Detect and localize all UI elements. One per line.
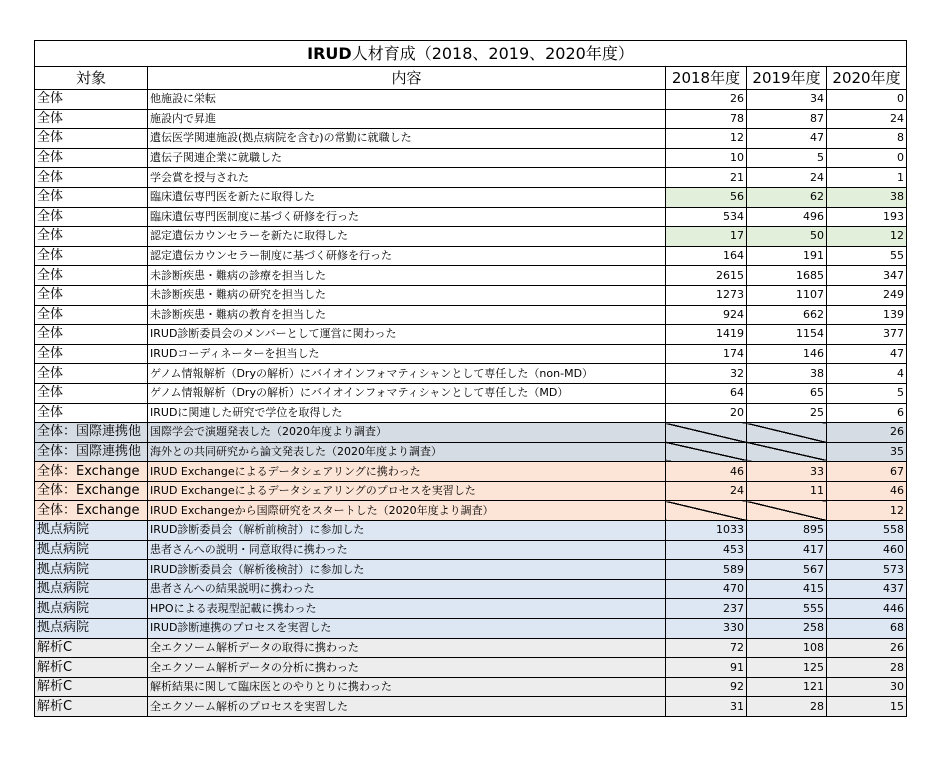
table-row	[35, 521, 907, 541]
row-value-2019: 47	[747, 129, 827, 149]
row-content: 学会賞を授与された	[148, 168, 666, 188]
row-value-2020: 193	[827, 207, 907, 227]
title-row	[35, 41, 907, 67]
training-table	[34, 40, 907, 717]
row-value-2019: 108	[747, 638, 827, 658]
table-row	[35, 638, 907, 658]
row-value-2019: 5	[747, 148, 827, 168]
row-value-2019: 258	[747, 619, 827, 639]
row-target: 拠点病院	[35, 619, 148, 639]
table-title	[35, 41, 907, 67]
row-content: 認定遺伝カウンセラー制度に基づく研修を行った	[148, 246, 666, 266]
row-value-2019: 38	[747, 364, 827, 384]
row-target: 拠点病院	[35, 540, 148, 560]
table-row	[35, 423, 907, 443]
row-target: 全体	[35, 246, 148, 266]
row-content: IRUD Exchangeによるデータシェアリングに携わった	[148, 462, 666, 482]
row-value-2020: 26	[827, 638, 907, 658]
row-value-2020: 1	[827, 168, 907, 188]
row-target: 全体	[35, 129, 148, 149]
table-row	[35, 540, 907, 560]
table-row	[35, 697, 907, 717]
row-value-2019: 121	[747, 677, 827, 697]
row-value-2019	[747, 501, 827, 521]
row-value-2020: 139	[827, 305, 907, 325]
row-value-2019	[747, 442, 827, 462]
row-content: IRUD診断連携のプロセスを実習した	[148, 619, 666, 639]
row-value-2018: 1273	[666, 285, 747, 305]
header-content: 内容	[148, 67, 666, 90]
row-value-2018: 237	[666, 599, 747, 619]
row-value-2018: 21	[666, 168, 747, 188]
row-content: 未診断疾患・難病の診療を担当した	[148, 266, 666, 286]
table-row	[35, 148, 907, 168]
row-value-2019: 24	[747, 168, 827, 188]
row-target: 全体：Exchange	[35, 462, 148, 482]
table-row	[35, 246, 907, 266]
table-row	[35, 462, 907, 482]
table-row	[35, 383, 907, 403]
title-rest: 人材育成（2018、2019、2020年度）	[351, 43, 634, 63]
table-row	[35, 403, 907, 423]
row-value-2018: 924	[666, 305, 747, 325]
row-content: IRUDに関連した研究で学位を取得した	[148, 403, 666, 423]
row-content: 海外との共同研究から論文発表した（2020年度より調査）	[148, 442, 666, 462]
row-value-2019: 146	[747, 344, 827, 364]
row-target: 全体	[35, 285, 148, 305]
row-target: 全体	[35, 266, 148, 286]
row-content: 遺伝子関連企業に就職した	[148, 148, 666, 168]
row-content: IRUD Exchangeによるデータシェアリングのプロセスを実習した	[148, 481, 666, 501]
row-value-2018: 10	[666, 148, 747, 168]
header-2019: 2019年度	[747, 67, 827, 90]
row-value-2020: 67	[827, 462, 907, 482]
table-row	[35, 677, 907, 697]
row-value-2020: 437	[827, 579, 907, 599]
row-content: IRUDコーディネーターを担当した	[148, 344, 666, 364]
row-content: 施設内で昇進	[148, 109, 666, 129]
row-value-2018: 1033	[666, 521, 747, 541]
row-value-2020: 446	[827, 599, 907, 619]
row-content: 認定遺伝カウンセラーを新たに取得した	[148, 227, 666, 247]
row-value-2018: 2615	[666, 266, 747, 286]
row-value-2020: 35	[827, 442, 907, 462]
row-content: ゲノム情報解析（Dryの解析）にバイオインフォマティシャンとして専任した（MD）	[148, 383, 666, 403]
row-value-2020: 8	[827, 129, 907, 149]
header-2020: 2020年度	[827, 67, 907, 90]
row-value-2018	[666, 501, 747, 521]
row-target: 全体	[35, 148, 148, 168]
row-value-2018: 31	[666, 697, 747, 717]
table-row	[35, 579, 907, 599]
row-value-2018: 92	[666, 677, 747, 697]
row-value-2018: 12	[666, 129, 747, 149]
row-value-2019: 1685	[747, 266, 827, 286]
row-value-2018: 470	[666, 579, 747, 599]
table-row	[35, 481, 907, 501]
row-value-2020: 4	[827, 364, 907, 384]
row-content: 全エクソーム解析データの取得に携わった	[148, 638, 666, 658]
row-value-2020: 573	[827, 560, 907, 580]
row-value-2019: 125	[747, 658, 827, 678]
row-value-2018	[666, 442, 747, 462]
row-target: 拠点病院	[35, 521, 148, 541]
row-content: ゲノム情報解析（Dryの解析）にバイオインフォマティシャンとして専任した（non-MD）	[148, 364, 666, 384]
table-row	[35, 325, 907, 345]
row-value-2020: 46	[827, 481, 907, 501]
row-target: 拠点病院	[35, 560, 148, 580]
row-target: 拠点病院	[35, 579, 148, 599]
row-value-2019: 28	[747, 697, 827, 717]
row-value-2020: 26	[827, 423, 907, 443]
row-content: 臨床遺伝専門医制度に基づく研修を行った	[148, 207, 666, 227]
table-row	[35, 442, 907, 462]
row-content: 未診断疾患・難病の教育を担当した	[148, 305, 666, 325]
row-value-2019: 1154	[747, 325, 827, 345]
row-content: 全エクソーム解析データの分析に携わった	[148, 658, 666, 678]
row-value-2018: 164	[666, 246, 747, 266]
row-target: 全体	[35, 109, 148, 129]
row-value-2019: 191	[747, 246, 827, 266]
row-target: 全体	[35, 403, 148, 423]
row-target: 全体	[35, 344, 148, 364]
row-value-2019: 62	[747, 187, 827, 207]
row-target: 解析C	[35, 658, 148, 678]
row-content: 全エクソーム解析のプロセスを実習した	[148, 697, 666, 717]
row-value-2020: 55	[827, 246, 907, 266]
row-target: 全体：国際連携他	[35, 423, 148, 443]
row-value-2020: 38	[827, 187, 907, 207]
row-value-2019: 50	[747, 227, 827, 247]
row-value-2020: 12	[827, 227, 907, 247]
row-value-2019: 895	[747, 521, 827, 541]
row-value-2019: 11	[747, 481, 827, 501]
row-content: IRUD診断委員会（解析前検討）に参加した	[148, 521, 666, 541]
row-content: 他施設に栄転	[148, 90, 666, 110]
row-value-2018	[666, 423, 747, 443]
row-value-2019: 33	[747, 462, 827, 482]
table-row	[35, 207, 907, 227]
row-value-2018: 56	[666, 187, 747, 207]
row-value-2019: 496	[747, 207, 827, 227]
row-value-2019: 417	[747, 540, 827, 560]
row-value-2019: 555	[747, 599, 827, 619]
row-value-2018: 91	[666, 658, 747, 678]
row-target: 全体	[35, 207, 148, 227]
table-row	[35, 305, 907, 325]
row-value-2019: 65	[747, 383, 827, 403]
row-value-2020: 0	[827, 148, 907, 168]
row-target: 全体：国際連携他	[35, 442, 148, 462]
table-row	[35, 344, 907, 364]
row-value-2020: 15	[827, 697, 907, 717]
row-value-2018: 330	[666, 619, 747, 639]
header-row	[35, 67, 907, 90]
row-value-2020: 347	[827, 266, 907, 286]
header-target: 対象	[35, 67, 148, 90]
row-value-2020: 28	[827, 658, 907, 678]
row-value-2018: 174	[666, 344, 747, 364]
row-target: 全体：Exchange	[35, 481, 148, 501]
row-value-2018: 24	[666, 481, 747, 501]
row-content: 未診断疾患・難病の研究を担当した	[148, 285, 666, 305]
title-bold: IRUD	[307, 43, 352, 63]
row-content: 臨床遺伝専門医を新たに取得した	[148, 187, 666, 207]
row-value-2020: 68	[827, 619, 907, 639]
row-target: 全体	[35, 364, 148, 384]
row-value-2018: 17	[666, 227, 747, 247]
table-row	[35, 619, 907, 639]
table-row	[35, 227, 907, 247]
row-value-2020: 0	[827, 90, 907, 110]
row-content: IRUD Exchangeから国際研究をスタートした（2020年度より調査）	[148, 501, 666, 521]
row-value-2018: 46	[666, 462, 747, 482]
row-content: 国際学会で演題発表した（2020年度より調査）	[148, 423, 666, 443]
row-value-2020: 12	[827, 501, 907, 521]
table-row	[35, 187, 907, 207]
row-value-2019: 25	[747, 403, 827, 423]
row-target: 全体	[35, 187, 148, 207]
row-content: 患者さんへの説明・同意取得に携わった	[148, 540, 666, 560]
row-content: HPOによる表現型記載に携わった	[148, 599, 666, 619]
row-value-2018: 64	[666, 383, 747, 403]
row-value-2018: 589	[666, 560, 747, 580]
row-value-2020: 30	[827, 677, 907, 697]
row-content: IRUD診断委員会のメンバーとして運営に関わった	[148, 325, 666, 345]
row-value-2018: 534	[666, 207, 747, 227]
row-value-2020: 249	[827, 285, 907, 305]
row-value-2018: 453	[666, 540, 747, 560]
row-value-2020: 377	[827, 325, 907, 345]
table-row	[35, 285, 907, 305]
row-content: 患者さんへの結果説明に携わった	[148, 579, 666, 599]
row-value-2019: 415	[747, 579, 827, 599]
row-value-2019	[747, 423, 827, 443]
row-target: 全体	[35, 383, 148, 403]
row-value-2018: 78	[666, 109, 747, 129]
row-target: 全体	[35, 227, 148, 247]
row-target: 全体	[35, 168, 148, 188]
table-row	[35, 501, 907, 521]
header-2018: 2018年度	[666, 67, 747, 90]
row-target: 全体	[35, 305, 148, 325]
row-value-2018: 1419	[666, 325, 747, 345]
row-value-2019: 87	[747, 109, 827, 129]
table-row	[35, 109, 907, 129]
table-row	[35, 599, 907, 619]
row-value-2020: 47	[827, 344, 907, 364]
row-target: 全体	[35, 90, 148, 110]
row-value-2020: 24	[827, 109, 907, 129]
row-value-2020: 558	[827, 521, 907, 541]
row-content: 解析結果に関して臨床医とのやりとりに携わった	[148, 677, 666, 697]
row-value-2020: 6	[827, 403, 907, 423]
row-target: 拠点病院	[35, 599, 148, 619]
row-target: 解析C	[35, 677, 148, 697]
row-value-2019: 567	[747, 560, 827, 580]
row-value-2018: 32	[666, 364, 747, 384]
row-value-2019: 662	[747, 305, 827, 325]
row-value-2019: 34	[747, 90, 827, 110]
row-target: 解析C	[35, 638, 148, 658]
table-row	[35, 168, 907, 188]
table-row	[35, 364, 907, 384]
row-value-2018: 26	[666, 90, 747, 110]
table-row	[35, 560, 907, 580]
row-content: IRUD診断委員会（解析後検討）に参加した	[148, 560, 666, 580]
row-content: 遺伝医学関連施設(拠点病院を含む)の常勤に就職した	[148, 129, 666, 149]
row-target: 解析C	[35, 697, 148, 717]
table-row	[35, 658, 907, 678]
row-target: 全体：Exchange	[35, 501, 148, 521]
row-value-2018: 72	[666, 638, 747, 658]
row-value-2020: 460	[827, 540, 907, 560]
row-value-2019: 1107	[747, 285, 827, 305]
table-row	[35, 129, 907, 149]
row-target: 全体	[35, 325, 148, 345]
table-row	[35, 266, 907, 286]
row-value-2020: 5	[827, 383, 907, 403]
row-value-2018: 20	[666, 403, 747, 423]
table-row	[35, 90, 907, 110]
